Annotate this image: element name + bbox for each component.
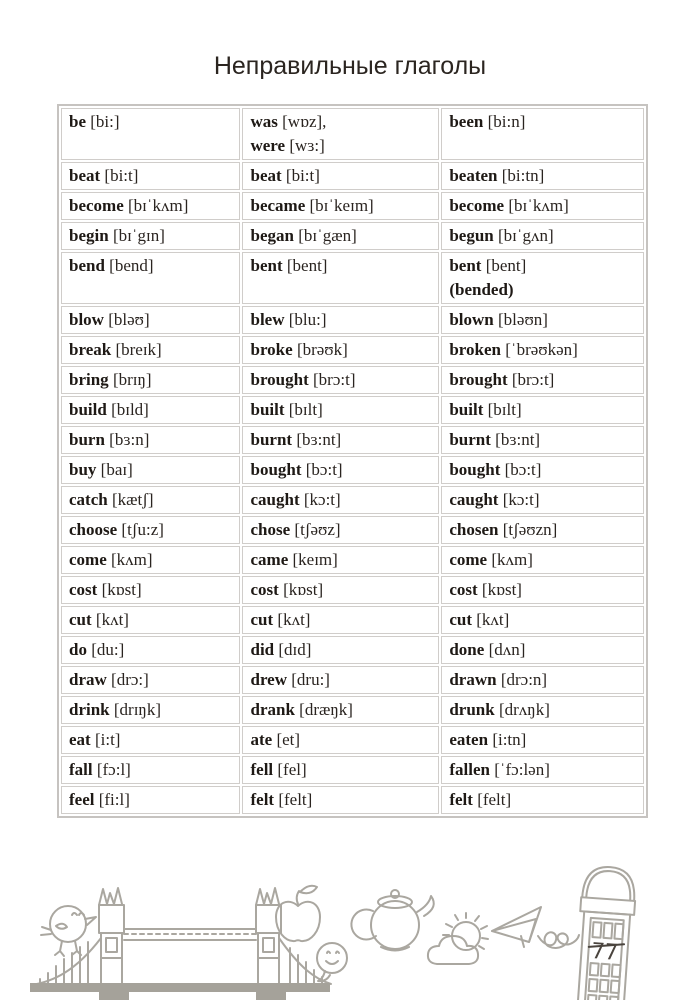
verb-line: bring [brɪŋ] <box>69 370 152 389</box>
verb-cell <box>441 606 644 634</box>
verb-line: drank [dræŋk] <box>250 700 353 719</box>
verb-line: buy [baɪ] <box>69 460 133 479</box>
verb-cell <box>61 252 240 304</box>
table-row <box>61 726 644 754</box>
verb-line: bend [bend] <box>69 256 154 275</box>
verb-cell <box>61 756 240 784</box>
verb-line: felt [felt] <box>449 790 512 809</box>
verb-line: beat [bi:t] <box>69 166 139 185</box>
verb-cell <box>441 576 644 604</box>
verb-cell <box>242 366 439 394</box>
page-title: Неправильные глаголы <box>213 52 487 80</box>
verb-line: brought [brɔ:t] <box>449 370 555 389</box>
verb-cell <box>441 108 644 160</box>
verb-cell <box>441 162 644 190</box>
verb-line: (bended) <box>449 280 514 299</box>
verb-cell <box>61 108 240 160</box>
verb-cell <box>441 426 644 454</box>
verb-line: begin [bɪˈgɪn] <box>69 226 165 245</box>
table-row <box>61 756 644 784</box>
verb-line: drew [dru:] <box>250 670 330 689</box>
verb-line: chose [tʃəʊz] <box>250 520 341 539</box>
verb-cell <box>441 756 644 784</box>
verb-cell <box>441 192 644 220</box>
verb-cell <box>61 696 240 724</box>
verb-line: catch [kætʃ] <box>69 490 154 509</box>
table-row <box>61 576 644 604</box>
swirl-trail-icon <box>538 932 579 948</box>
verb-line: cost [kɒst] <box>449 580 522 599</box>
verb-cell <box>61 222 240 250</box>
verb-cell <box>441 726 644 754</box>
verb-cell <box>242 486 439 514</box>
verb-line: begun [bɪˈgʌn] <box>449 226 554 245</box>
verb-line: fell [fel] <box>250 760 307 779</box>
table-row <box>61 396 644 424</box>
sun-cloud-icon <box>428 913 488 964</box>
verb-cell <box>441 336 644 364</box>
verb-cell <box>242 546 439 574</box>
verb-line: cost [kɒst] <box>250 580 324 599</box>
verb-cell <box>61 666 240 694</box>
verb-line: come [kʌm] <box>69 550 153 569</box>
verb-cell <box>242 396 439 424</box>
table-row <box>61 222 644 250</box>
table-row <box>61 696 644 724</box>
verb-line: broken [ˈbrəʊkən] <box>449 340 578 359</box>
table-row <box>61 786 644 814</box>
verb-cell <box>61 726 240 754</box>
table-row <box>61 606 644 634</box>
verb-cell <box>61 576 240 604</box>
verb-line: built [bɪlt] <box>250 400 323 419</box>
verb-line: burnt [bɜ:nt] <box>250 430 342 449</box>
verb-cell <box>242 756 439 784</box>
verb-line: break [breɪk] <box>69 340 162 359</box>
verb-line: burn [bɜ:n] <box>69 430 150 449</box>
table-row <box>61 546 644 574</box>
verb-line: become [bɪˈkʌm] <box>69 196 189 215</box>
verb-line: became [bɪˈkeɪm] <box>250 196 374 215</box>
verb-cell <box>441 546 644 574</box>
verb-cell <box>441 486 644 514</box>
verb-cell <box>441 786 644 814</box>
verb-line: blow [bləʊ] <box>69 310 150 329</box>
verb-cell <box>61 516 240 544</box>
verb-cell <box>61 486 240 514</box>
verb-cell <box>242 636 439 664</box>
verb-cell <box>242 426 439 454</box>
verb-line: draw [drɔ:] <box>69 670 149 689</box>
verb-cell <box>242 306 439 334</box>
verb-cell <box>61 636 240 664</box>
verb-cell <box>61 426 240 454</box>
verb-line: eaten [i:tn] <box>449 730 527 749</box>
table-row <box>61 162 644 190</box>
verb-cell <box>242 252 439 304</box>
verb-cell <box>242 516 439 544</box>
table-row <box>61 516 644 544</box>
verb-line: was [wɒz], <box>250 112 327 131</box>
verb-cell <box>242 222 439 250</box>
verb-line: drink [drɪŋk] <box>69 700 162 719</box>
verb-line: blew [blu:] <box>250 310 327 329</box>
verb-cell <box>242 336 439 364</box>
verb-line: bought [bɔ:t] <box>449 460 542 479</box>
table-row <box>61 306 644 334</box>
verb-line: fallen [ˈfɔ:lən] <box>449 760 550 779</box>
verb-cell <box>61 192 240 220</box>
verb-cell <box>441 636 644 664</box>
verb-line: drawn [drɔ:n] <box>449 670 548 689</box>
verb-line: build [bɪld] <box>69 400 149 419</box>
verb-line: bent [bent] <box>250 256 328 275</box>
verb-cell <box>441 696 644 724</box>
verb-cell <box>242 456 439 484</box>
verb-cell <box>61 786 240 814</box>
verb-line: drunk [drʌŋk] <box>449 700 550 719</box>
phone-booth-icon <box>573 865 637 1000</box>
table-row <box>61 192 644 220</box>
verb-line: did [dɪd] <box>250 640 312 659</box>
verb-cell <box>242 192 439 220</box>
verb-line: burnt [bɜ:nt] <box>449 430 541 449</box>
table-row <box>61 336 644 364</box>
verb-cell <box>61 456 240 484</box>
verb-cell <box>61 162 240 190</box>
verb-cell <box>61 606 240 634</box>
verb-line: done [dʌn] <box>449 640 526 659</box>
verb-line: caught [kɔ:t] <box>250 490 341 509</box>
verb-cell <box>441 252 644 304</box>
verb-line: been [bi:n] <box>449 112 526 131</box>
table-row <box>61 426 644 454</box>
verb-cell <box>61 546 240 574</box>
verb-cell <box>441 666 644 694</box>
table-row <box>61 366 644 394</box>
verb-cell <box>441 366 644 394</box>
verb-cell <box>441 516 644 544</box>
verb-line: cut [kʌt] <box>69 610 129 629</box>
verb-line: ate [et] <box>250 730 301 749</box>
table-row <box>61 456 644 484</box>
verb-cell <box>242 726 439 754</box>
verb-cell <box>242 162 439 190</box>
verb-line: were [wɜ:] <box>250 136 325 155</box>
verb-line: chosen [tʃəʊzn] <box>449 520 558 539</box>
irregular-verbs-table <box>57 104 648 818</box>
verb-cell <box>61 306 240 334</box>
verb-line: cut [kʌt] <box>449 610 510 629</box>
verb-cell <box>242 576 439 604</box>
apple-icon <box>276 886 320 941</box>
verb-line: felt [felt] <box>250 790 313 809</box>
verb-line: become [bɪˈkʌm] <box>449 196 569 215</box>
verb-cell <box>61 366 240 394</box>
verb-cell <box>242 108 439 160</box>
verb-line: come [kʌm] <box>449 550 533 569</box>
verb-line: beaten [bi:tn] <box>449 166 545 185</box>
verb-cell <box>441 222 644 250</box>
verb-line: do [du:] <box>69 640 125 659</box>
table-row <box>61 636 644 664</box>
verb-cell <box>441 396 644 424</box>
verb-line: blown [bləʊn] <box>449 310 548 329</box>
verb-cell <box>242 606 439 634</box>
verb-line: choose [tʃu:z] <box>69 520 164 539</box>
table-row <box>61 486 644 514</box>
table-row <box>61 666 644 694</box>
verb-line: came [keɪm] <box>250 550 338 569</box>
verb-line: beat [bi:t] <box>250 166 320 185</box>
verb-line: bent [bent] <box>449 256 527 275</box>
verb-line: caught [kɔ:t] <box>449 490 540 509</box>
verb-line: cost [kɒst] <box>69 580 142 599</box>
verb-line: cut [kʌt] <box>250 610 311 629</box>
verb-cell <box>441 456 644 484</box>
verb-cell <box>61 396 240 424</box>
verb-line: bought [bɔ:t] <box>250 460 343 479</box>
verb-line: feel [fi:l] <box>69 790 130 809</box>
verb-line: be [bi:] <box>69 112 120 131</box>
footer-doodles <box>0 840 700 1000</box>
teapot-icon <box>351 890 433 951</box>
verb-line: fall [fɔ:l] <box>69 760 131 779</box>
verb-cell <box>242 786 439 814</box>
phone-booth-number: 77 <box>590 939 619 966</box>
speech-bubble-icon <box>317 943 347 981</box>
verb-cell <box>242 696 439 724</box>
verb-line: brought [brɔ:t] <box>250 370 356 389</box>
verb-cell <box>441 306 644 334</box>
table-row <box>61 108 644 160</box>
paper-plane-icon <box>492 907 541 947</box>
verb-cell <box>61 336 240 364</box>
table-row <box>61 252 644 304</box>
verb-line: broke [brəʊk] <box>250 340 348 359</box>
verb-line: eat [i:t] <box>69 730 121 749</box>
verb-line: built [bɪlt] <box>449 400 522 419</box>
verb-line: began [bɪˈgæn] <box>250 226 357 245</box>
verb-cell <box>242 666 439 694</box>
